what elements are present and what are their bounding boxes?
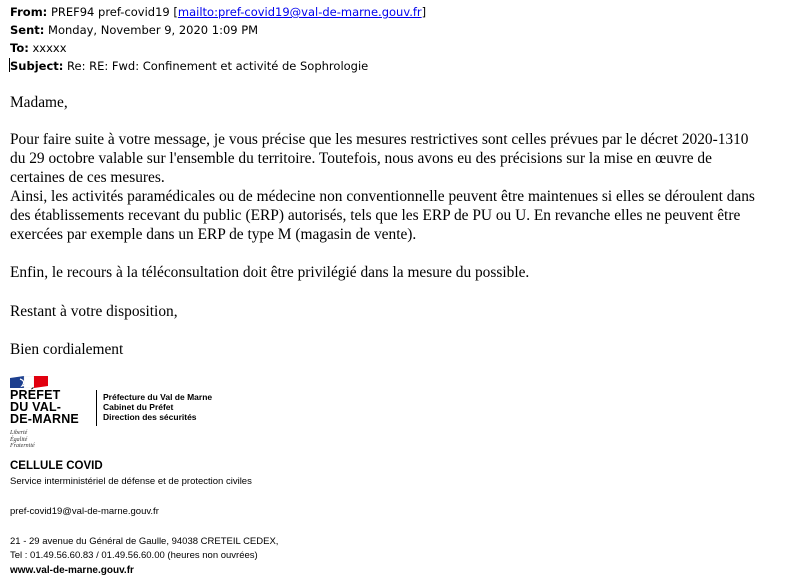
from-link-open: [ — [173, 5, 178, 19]
from-value: PREF94 pref-covid19 — [50, 5, 170, 19]
paragraph-1-line: exercées par exemple dans un ERP de type M (magasin de vente). — [10, 226, 417, 243]
to-row — [10, 40, 67, 56]
closing: Bien cordialement — [10, 341, 124, 358]
signature-phone: Tel : 01.49.56.60.83 / 01.49.56.60.00 (heures non ouvrées) — [10, 550, 258, 561]
org-block — [103, 392, 212, 422]
logo-divider — [96, 390, 97, 426]
paragraph-1-line: du 29 octobre valable sur l'ensemble du territoire. Toutefois, nous avons eu des précisions sur la mise en œuvre de — [10, 150, 712, 167]
sent-label: Sent: — [10, 23, 45, 37]
republic-motto — [10, 430, 35, 450]
sent-value: Monday, November 9, 2020 1:09 PM — [48, 23, 259, 37]
paragraph-1-line: certaines de ces mesures. — [10, 169, 165, 186]
org-line: Préfecture du Val de Marne — [103, 392, 213, 402]
subject-row — [10, 58, 368, 74]
paragraph-3: Restant à votre disposition, — [10, 303, 178, 320]
from-link-close: ] — [421, 5, 427, 19]
to-value: xxxxx — [32, 41, 67, 55]
org-line: Direction des sécurités — [103, 412, 197, 422]
paragraph-1-line: des établissements recevant du public (ERP) autorisés, tels que les ERP de PU ou U. En revanche elles ne peuvent être — [10, 207, 741, 224]
motto-line: Fraternité — [10, 443, 35, 449]
signature-website-link[interactable]: www.val-de-marne.gouv.fr — [10, 565, 134, 576]
prefet-logo — [10, 374, 100, 460]
signature-email[interactable]: pref-covid19@val-de-marne.gouv.fr — [10, 506, 159, 517]
subject-value: Re: RE: Fwd: Confinement et activité de Sophrologie — [67, 59, 369, 73]
sent-row — [10, 22, 258, 38]
prefet-wordmark — [10, 389, 79, 425]
from-mailto-link[interactable]: mailto:pref-covid19@val-de-marne.gouv.fr — [177, 5, 422, 19]
paragraph-1-line: Ainsi, les activités paramédicales ou de médecine non conventionnelle peuvent être maintenues si elles se déroulent dans — [10, 188, 755, 205]
prefet-line: PRÉFET — [10, 388, 61, 402]
paragraph-1 — [10, 130, 796, 244]
from-row — [10, 4, 426, 20]
greeting: Madame, — [10, 94, 68, 111]
signature-address: 21 - 29 avenue du Général de Gaulle, 94038 CRETEIL CEDEX, — [10, 536, 279, 547]
subject-label: Subject: — [10, 59, 64, 73]
org-line: Cabinet du Préfet — [103, 402, 174, 412]
paragraph-1-line: Pour faire suite à votre message, je vous précise que les mesures restrictives sont celles prévues par le décret 2020-1310 — [10, 131, 749, 148]
prefet-line: DE-MARNE — [10, 412, 79, 426]
prefet-line: DU VAL- — [10, 400, 62, 414]
signature-service: Service interministériel de défense et de protection civiles — [10, 476, 252, 487]
from-label: From: — [10, 5, 48, 19]
motto-line: Égalité — [10, 436, 28, 443]
marianne-flag-icon — [10, 376, 48, 388]
signature-unit: CELLULE COVID — [10, 460, 103, 472]
paragraph-2: Enfin, le recours à la téléconsultation doit être privilégié dans la mesure du possible. — [10, 264, 530, 281]
motto-line: Liberté — [10, 430, 28, 436]
to-label: To: — [10, 41, 29, 55]
